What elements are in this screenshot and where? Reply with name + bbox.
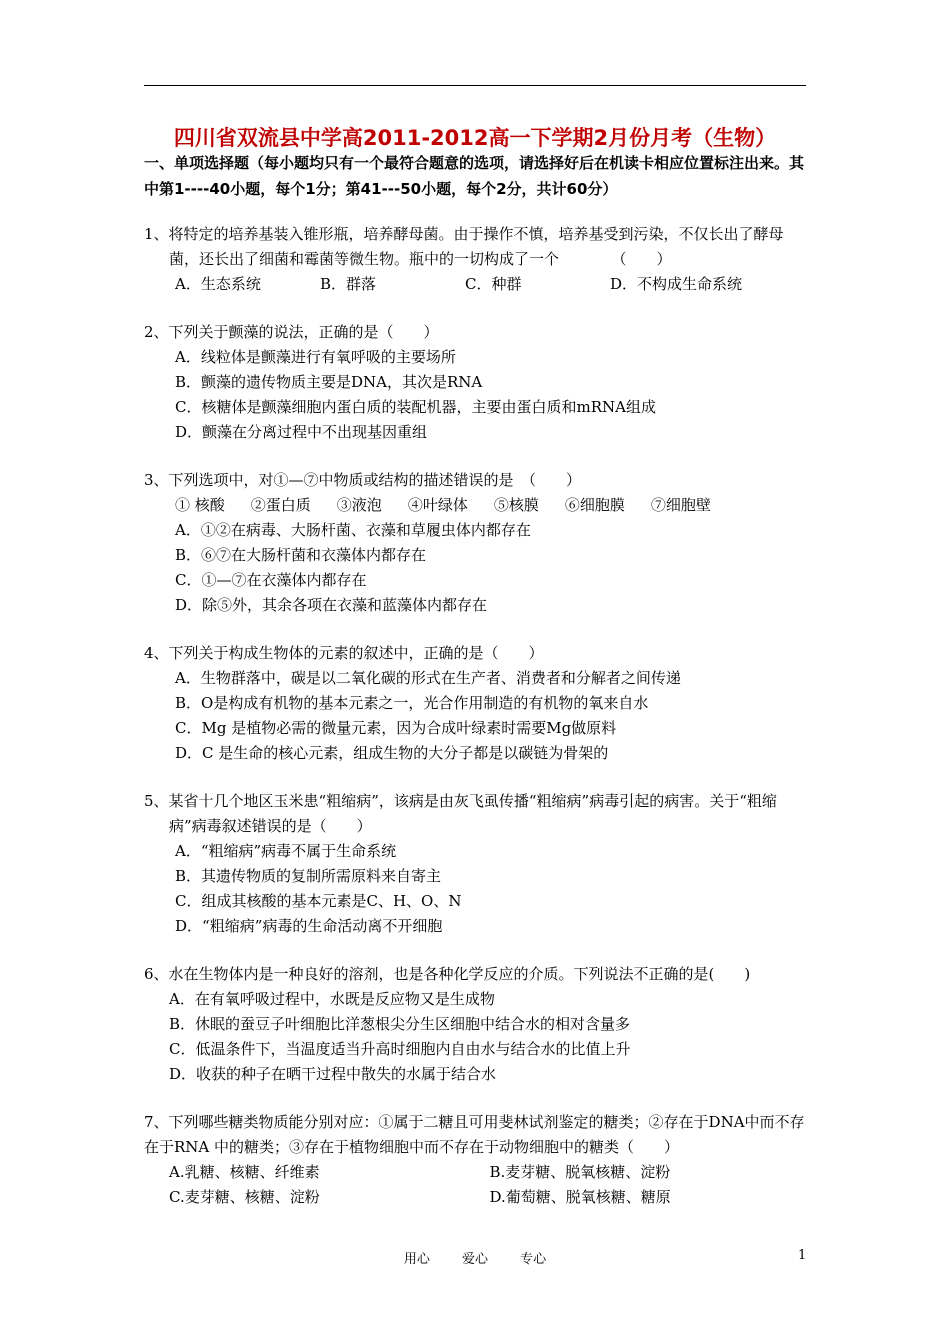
option-b: B．休眠的蚕豆子叶细胞比洋葱根尖分生区细胞中结合水的相对含量多: [169, 1015, 631, 1033]
option-c: C.麦芽糖、核糖、淀粉: [169, 1188, 320, 1206]
option-b: B．其遗传物质的复制所需原料来自寄主: [175, 867, 442, 885]
question-stem: 7、下列哪些糖类物质能分别对应：①属于二糖且可用斐林试剂鉴定的糖类；②存在于DNA中而不存在于RNA 中的糖类；③存在于植物细胞中而不存在于动物细胞中的糖类（ ）: [144, 1113, 805, 1156]
option-row: [144, 272, 810, 297]
question-stem: 5、某省十几个地区玉米患“粗缩病”，该病是由灰飞虱传播“粗缩病”病毒引起的病害。关于“粗缩病”病毒叙述错误的是（ ）: [144, 792, 777, 835]
option-d: D．“粗缩病”病毒的生命活动离不开细胞: [175, 917, 443, 935]
option-d: D．收获的种子在晒干过程中散失的水属于结合水: [169, 1065, 497, 1083]
option-d: D．不构成生命系统: [610, 275, 743, 293]
question-stem: 3、下列选项中，对①—⑦中物质或结构的描述错误的是 （ ）: [144, 471, 582, 489]
question-stem: 1、将特定的培养基装入锥形瓶，培养酵母菌。由于操作不慎，培养基受到污染，不仅长出了酵母菌，还长出了细菌和霉菌等微生物。瓶中的一切构成了一个 （ ）: [144, 225, 784, 268]
option-a: A．生物群落中，碳是以二氧化碳的形式在生产者、消费者和分解者之间传递: [175, 669, 681, 687]
option-row: [144, 1160, 810, 1185]
question-5: [144, 789, 810, 939]
option-c: C．Mg 是植物必需的微量元素，因为合成叶绿素时需要Mg做原料: [175, 719, 617, 737]
structure-item: ②蛋白质: [250, 496, 311, 514]
option-b: B．⑥⑦在大肠杆菌和衣藻体内都存在: [175, 546, 427, 564]
question-stem: 4、下列关于构成生物体的元素的叙述中，正确的是（ ）: [144, 644, 544, 662]
option-a: A．①②在病毒、大肠杆菌、衣藻和草履虫体内都存在: [175, 521, 531, 539]
option-d: D．C 是生命的核心元素，组成生物的大分子都是以碳链为骨架的: [175, 744, 609, 762]
section-heading: 一、单项选择题（每小题均只有一个最符合题意的选项，请选择好后在机读卡相应位置标注出来。其中第1----40小题，每个1分；第41---50小题，每个2分，共计60分）: [144, 154, 805, 198]
structure-item: ④叶绿体: [407, 496, 468, 514]
question-7: [144, 1110, 810, 1210]
option-b: B．颤藻的遗传物质主要是DNA，其次是RNA: [175, 373, 483, 391]
option-a: A．生态系统: [175, 275, 261, 293]
page-title: 四川省双流县中学高2011-2012高一下学期2月份月考（生物）: [173, 126, 777, 150]
page-number: 1: [798, 1248, 807, 1263]
option-c: C．核糖体是颤藻细胞内蛋白质的装配机器，主要由蛋白质和mRNA组成: [175, 398, 656, 416]
question-list: [144, 222, 810, 1233]
option-c: C．组成其核酸的基本元素是C、H、O、N: [175, 892, 462, 910]
option-d: D．颤藻在分离过程中不出现基因重组: [175, 423, 428, 441]
structure-item: ⑥细胞膜: [564, 496, 625, 514]
option-b: B．群落: [320, 275, 377, 293]
question-2: [144, 320, 810, 445]
header-rule: [144, 85, 806, 86]
structure-item: ⑦细胞壁: [650, 496, 711, 514]
option-a: A．线粒体是颤藻进行有氧呼吸的主要场所: [175, 348, 456, 366]
option-c: C．①—⑦在衣藻体内都存在: [175, 571, 367, 589]
option-a: A.乳糖、核糖、纤维素: [169, 1163, 320, 1181]
question-4: [144, 641, 810, 766]
option-d: D.葡萄糖、脱氧核糖、糖原: [489, 1188, 671, 1206]
option-b: B．O是构成有机物的基本元素之一，光合作用制造的有机物的氧来自水: [175, 694, 649, 712]
option-a: A．“粗缩病”病毒不属于生命系统: [175, 842, 397, 860]
option-d: D．除⑤外，其余各项在衣藻和蓝藻体内都存在: [175, 596, 488, 614]
option-c: C．低温条件下，当温度适当升高时细胞内自由水与结合水的比值上升: [169, 1040, 631, 1058]
structure-item: ⑤核膜: [493, 496, 539, 514]
question-stem: 2、下列关于颤藻的说法，正确的是（ ）: [144, 323, 439, 341]
option-row: [144, 1185, 810, 1210]
option-a: A．在有氧呼吸过程中，水既是反应物又是生成物: [169, 990, 495, 1008]
structure-list: [144, 493, 810, 518]
option-c: C．种群: [465, 275, 522, 293]
question-3: [144, 468, 810, 618]
page-footer: 用心 爱心 专心: [403, 1252, 547, 1267]
structure-item: ③液泡: [336, 496, 382, 514]
question-6: [144, 962, 810, 1087]
question-stem: 6、水在生物体内是一种良好的溶剂，也是各种化学反应的介质。下列说法不正确的是( ): [144, 965, 751, 983]
question-1: [144, 222, 810, 297]
option-b: B.麦芽糖、脱氧核糖、淀粉: [489, 1163, 671, 1181]
structure-item: ① 核酸: [175, 496, 225, 514]
